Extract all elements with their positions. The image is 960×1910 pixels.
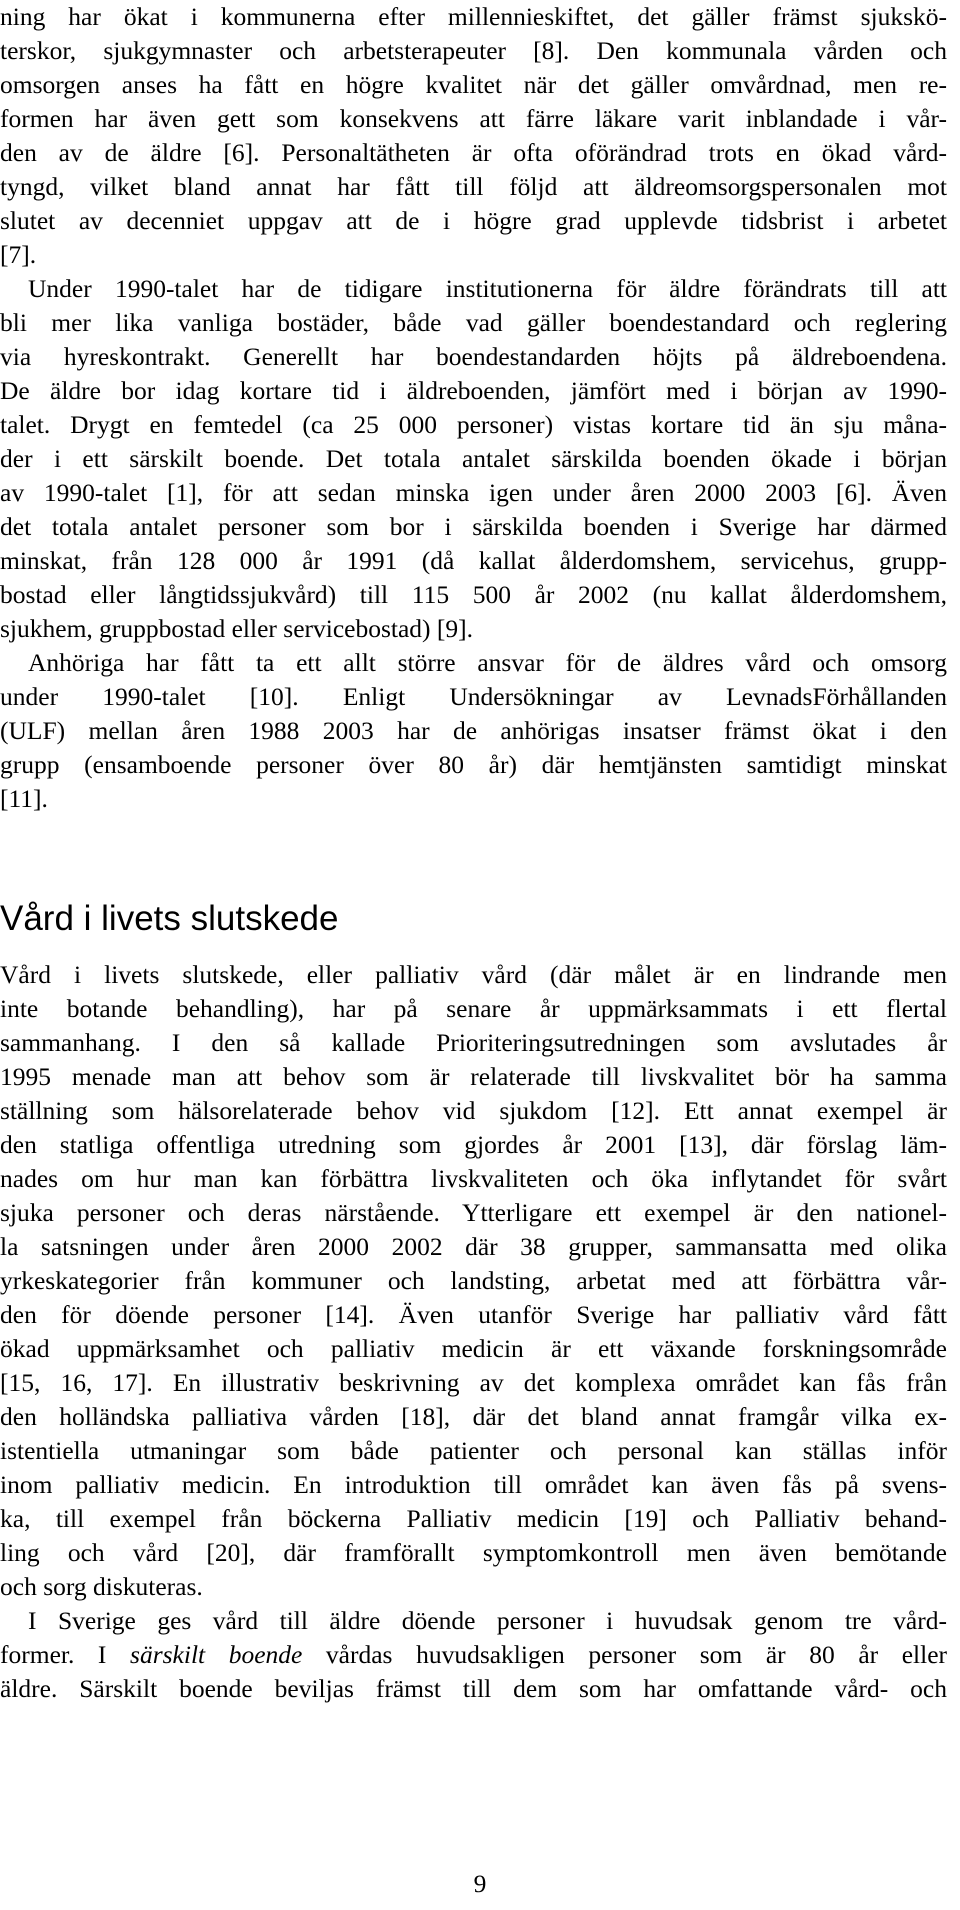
paragraph-line: talet. Drygt en femtedel (ca 25 000 personer) vistas kortare tid än sju måna-	[0, 410, 947, 439]
paragraph-line: den av de äldre [6]. Personaltätheten är ofta oförändrad trots en ökad vård-	[0, 138, 947, 167]
paragraph-line: sjuka personer och deras närstående. Ytterligare ett exempel är den nationel-	[0, 1198, 947, 1227]
paragraph-line: omsorgen anses ha fått en högre kvalitet när det gäller omvårdnad, men re-	[0, 70, 947, 99]
paragraph-line: De äldre bor idag kortare tid i äldreboenden, jämfört med i början av 1990-	[0, 376, 947, 405]
paragraph-line: la satsningen under åren 2000 2002 där 38 grupper, sammansatta med olika	[0, 1232, 947, 1261]
paragraph-line: istentiella utmaningar som både patienter och personal kan ställas inför	[0, 1436, 947, 1465]
paragraph-line: nades om hur man kan förbättra livskvaliteten och öka inflytandet för svårt	[0, 1164, 947, 1193]
paragraph-line: äldre. Särskilt boende beviljas främst till dem som har omfattande vård- och	[0, 1674, 947, 1703]
paragraph-line: bostad eller långtidssjukvård) till 115 500 år 2002 (nu kallat ålderdomshem,	[0, 580, 947, 609]
paragraph-line: Anhöriga har fått ta ett allt större ansvar för de äldres vård och omsorg	[28, 648, 947, 677]
italic-term: särskilt boende	[130, 1640, 303, 1669]
paragraph-line: [15, 16, 17]. En illustrativ beskrivning av det komplexa området kan fås från	[0, 1368, 947, 1397]
paragraph-line: ökad uppmärksamhet och palliativ medicin är ett växande forskningsområde	[0, 1334, 947, 1363]
section-heading: Vård i livets slutskede	[0, 899, 339, 938]
paragraph-line: av 1990-talet [1], för att sedan minska igen under åren 2000 2003 [6]. Även	[0, 478, 947, 507]
paragraph-line: inte botande behandling), har på senare år uppmärksammats i ett flertal	[0, 994, 947, 1023]
paragraph-line: formen har även gett som konsekvens att färre läkare varit inblandade i vår-	[0, 104, 947, 133]
paragraph-line: under 1990-talet [10]. Enligt Undersökningar av LevnadsFörhållanden	[0, 682, 947, 711]
paragraph-line: [11].	[0, 784, 48, 813]
paragraph-line: ka, till exempel från böckerna Palliativ medicin [19] och Palliativ behand-	[0, 1504, 947, 1533]
paragraph-line: sjukhem, gruppbostad eller servicebostad) [9].	[0, 614, 474, 643]
paragraph-line: der i ett särskilt boende. Det totala antalet särskilda boenden ökade i början	[0, 444, 947, 473]
paragraph-line	[0, 1638, 947, 1672]
paragraph-line: slutet av decenniet uppgav att de i högre grad upplevde tidsbrist i arbetet	[0, 206, 947, 235]
paragraph-line: terskor, sjukgymnaster och arbetsterapeuter [8]. Den kommunala vården och	[0, 36, 947, 65]
paragraph-line: sammanhang. I den så kallade Prioriteringsutredningen som avslutades år	[0, 1028, 947, 1057]
text-segment: former. I	[0, 1640, 131, 1669]
paragraph-line: bli mer lika vanliga bostäder, både vad gäller boendestandard och reglering	[0, 308, 947, 337]
paragraph-line: grupp (ensamboende personer över 80 år) där hemtjänsten samtidigt minskat	[0, 750, 947, 779]
paragraph-line: yrkeskategorier från kommuner och landsting, arbetat med att förbättra vår-	[0, 1266, 947, 1295]
page-number: 9	[473, 1869, 487, 1898]
paragraph-line: via hyreskontrakt. Generellt har boendestandarden höjts på äldreboendena.	[0, 342, 947, 371]
paragraph-line: inom palliativ medicin. En introduktion till området kan även fås på svens-	[0, 1470, 947, 1499]
paragraph-line: (ULF) mellan åren 1988 2003 har de anhörigas insatser främst ökat i den	[0, 716, 947, 745]
paragraph-line: I Sverige ges vård till äldre döende personer i huvudsak genom tre vård-	[28, 1606, 947, 1635]
paragraph-line: tyngd, vilket bland annat har fått till följd att äldreomsorgspersonalen mot	[0, 172, 947, 201]
paragraph-line: den för döende personer [14]. Även utanför Sverige har palliativ vård fått	[0, 1300, 947, 1329]
paragraph-line: och sorg diskuteras.	[0, 1572, 203, 1601]
paragraph-line: ning har ökat i kommunerna efter millennieskiftet, det gäller främst sjukskö-	[0, 2, 947, 31]
text-segment: vårdas huvudsakligen personer som är 80 år eller	[302, 1640, 948, 1669]
paragraph-line: minskat, från 128 000 år 1991 (då kallat ålderdomshem, servicehus, grupp-	[0, 546, 947, 575]
paragraph-line: ling och vård [20], där framförallt symptomkontroll men även bemötande	[0, 1538, 947, 1567]
paragraph-line: den statliga offentliga utredning som gjordes år 2001 [13], där förslag läm-	[0, 1130, 947, 1159]
paragraph-line: den holländska palliativa vården [18], där det bland annat framgår vilka ex-	[0, 1402, 947, 1431]
paragraph-line: Vård i livets slutskede, eller palliativ vård (där målet är en lindrande men	[0, 960, 947, 989]
paragraph-line: ställning som hälsorelaterade behov vid sjukdom [12]. Ett annat exempel är	[0, 1096, 947, 1125]
paragraph-line: det totala antalet personer som bor i särskilda boenden i Sverige har därmed	[0, 512, 947, 541]
paragraph-line: Under 1990-talet har de tidigare institutionerna för äldre förändrats till att	[28, 274, 947, 303]
paragraph-line: [7].	[0, 240, 37, 269]
paragraph-line: 1995 menade man att behov som är relaterade till livskvalitet bör ha samma	[0, 1062, 947, 1091]
